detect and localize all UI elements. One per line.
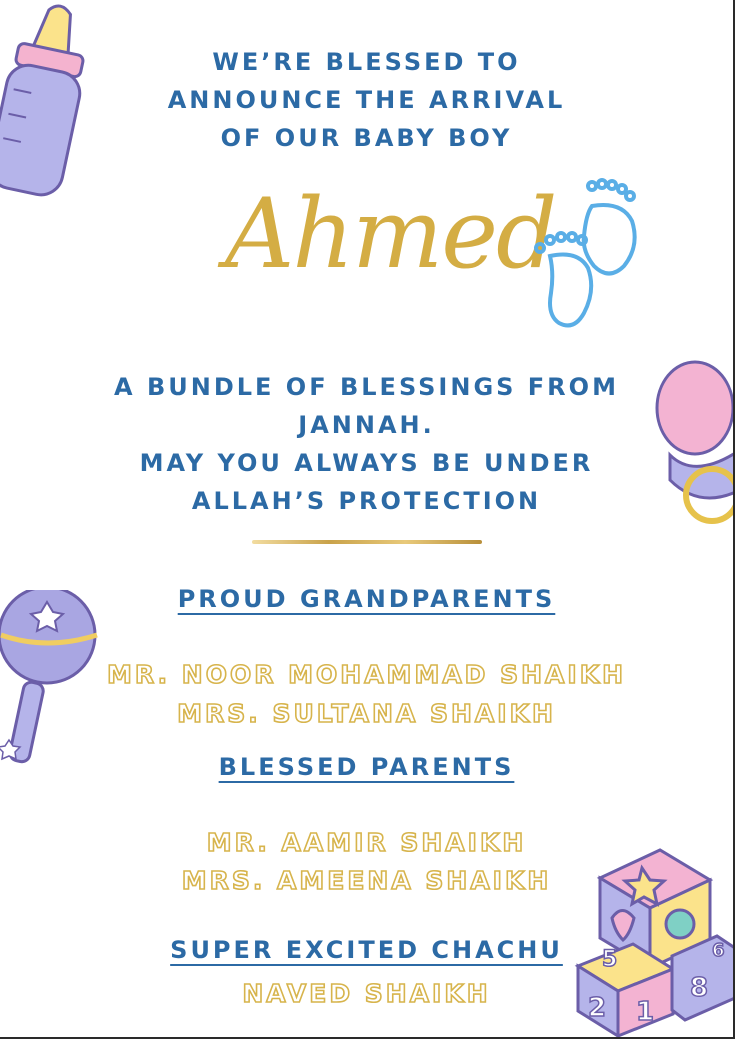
mother-name: MRS. AMEENA SHAIKH	[181, 866, 552, 895]
grandmother-name: MRS. SULTANA SHAIKH	[177, 699, 556, 728]
chachu-name: NAVED SHAIKH	[242, 979, 491, 1008]
announcement-line-2: ANNOUNCE THE ARRIVAL	[167, 86, 566, 114]
blessing-line-3: MAY YOU ALWAYS BE UNDER	[139, 449, 594, 477]
block-number-4: 8	[690, 973, 709, 1003]
grandparents-heading: PROUD GRANDPARENTS	[177, 585, 556, 613]
blessing-line-2: JANNAH.	[298, 411, 435, 439]
parents-heading: BLESSED PARENTS	[218, 753, 515, 781]
pacifier-icon	[650, 360, 735, 530]
block-number-1: 5	[602, 947, 618, 972]
block-number-2: 2	[588, 993, 607, 1023]
toy-blocks-icon	[572, 838, 735, 1037]
announcement-line-1: WE’RE BLESSED TO	[212, 48, 521, 76]
father-name: MR. AAMIR SHAIKH	[206, 828, 527, 857]
blessing-line-4: ALLAH’S PROTECTION	[191, 487, 542, 515]
announcement-line-3: OF OUR BABY BOY	[220, 124, 513, 152]
chachu-heading: SUPER EXCITED CHACHU	[170, 936, 563, 964]
block-number-5: 6	[712, 940, 725, 961]
footprints-icon	[530, 176, 650, 336]
block-number-3: 1	[636, 997, 655, 1027]
grandfather-name: MR. NOOR MOHAMMAD SHAIKH	[106, 660, 626, 689]
blessing-line-1: A BUNDLE OF BLESSINGS FROM	[114, 373, 619, 401]
gold-divider	[252, 540, 482, 544]
baby-name: Ahmed	[225, 178, 556, 290]
